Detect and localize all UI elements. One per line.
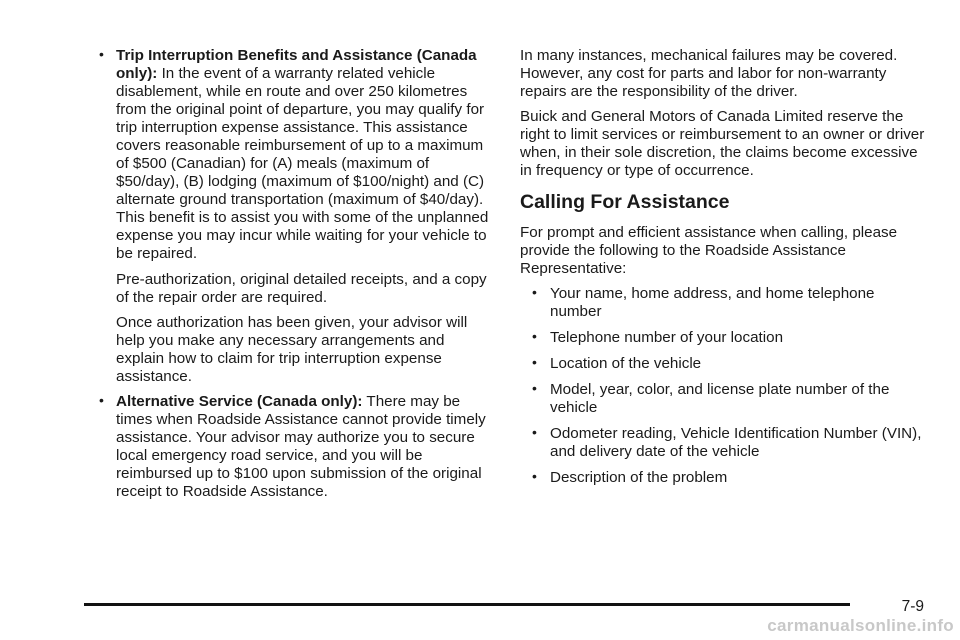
list-item-text: Odometer reading, Vehicle Identification Number (VIN), and delivery date of the vehicle — [550, 425, 922, 460]
bullet-icon: • — [532, 354, 537, 370]
list-item — [520, 355, 930, 373]
list-item-text: Location of the vehicle — [550, 355, 702, 372]
bullet-text: In the event of a warranty related vehicle disablement, while en route and over 250 kilometres from the original point of departure, you may qualify for trip interruption expense assistance. This assistance covers reasonable reimbursement of up to a maximum of $500 (Canadian) for (A) meals (maximum of $50/day), (B) lodging (maximum of $100/night) and (C) alternate ground transportation (maximum of $40/day). This benefit is to assist you with some of the unplanned expense you may incur while waiting for your vehicle to be repaired. — [116, 65, 489, 262]
footer-rule — [84, 603, 850, 606]
watermark: carmanualsonline.info — [767, 616, 954, 635]
bullet-icon: • — [99, 392, 104, 408]
left-column — [96, 47, 496, 509]
bullet-alternative-service — [96, 393, 496, 501]
list-item — [520, 285, 930, 321]
list-item-text: Description of the problem — [550, 469, 728, 486]
bullet-icon: • — [532, 468, 537, 484]
bullet-icon: • — [532, 328, 537, 344]
paragraph-prompt-assistance: For prompt and efficient assistance when calling, please provide the following to the Roadside Assistance Representative: — [520, 224, 898, 277]
list-item-text: Telephone number of your location — [550, 329, 784, 346]
paragraph-preauthorization: Pre-authorization, original detailed receipts, and a copy of the repair order are required. — [116, 271, 487, 306]
bullet-title: Trip Interruption Benefits and Assistance (Canada only): — [116, 47, 477, 82]
list-item — [520, 425, 930, 461]
bullet-trip-interruption — [96, 47, 496, 263]
section-heading: Calling For Assistance — [520, 191, 730, 213]
list-item — [520, 469, 930, 487]
list-item — [520, 381, 930, 417]
list-item-text: Your name, home address, and home telephone number — [550, 285, 875, 320]
right-column — [520, 47, 930, 495]
paragraph-authorization: Once authorization has been given, your advisor will help you make any necessary arrangements and explain how to claim for trip interruption expense assistance. — [116, 314, 468, 385]
paragraph-reserve-right: Buick and General Motors of Canada Limited reserve the right to limit services or reimbursement to an owner or driver when, in their sole discretion, the claims become excessive in frequency or type of occurrence. — [520, 108, 925, 179]
page-number: 7-9 — [901, 598, 924, 615]
bullet-icon: • — [532, 424, 537, 440]
bullet-text: There may be times when Roadside Assistance cannot provide timely assistance. Your advisor may authorize you to secure local emergency road service, and you will be reimbursed up to $100 upon submission of the original receipt to Roadside Assistance. — [116, 393, 486, 500]
list-item-text: Model, year, color, and license plate number of the vehicle — [550, 381, 890, 416]
bullet-icon: • — [99, 46, 104, 62]
bullet-icon: • — [532, 380, 537, 396]
bullet-icon: • — [532, 284, 537, 300]
bullet-title: Alternative Service (Canada only): — [116, 393, 363, 410]
list-item — [520, 329, 930, 347]
paragraph-mechanical-failures: In many instances, mechanical failures may be covered. However, any cost for parts and labor for non-warranty repairs are the responsibility of the driver. — [520, 47, 898, 100]
